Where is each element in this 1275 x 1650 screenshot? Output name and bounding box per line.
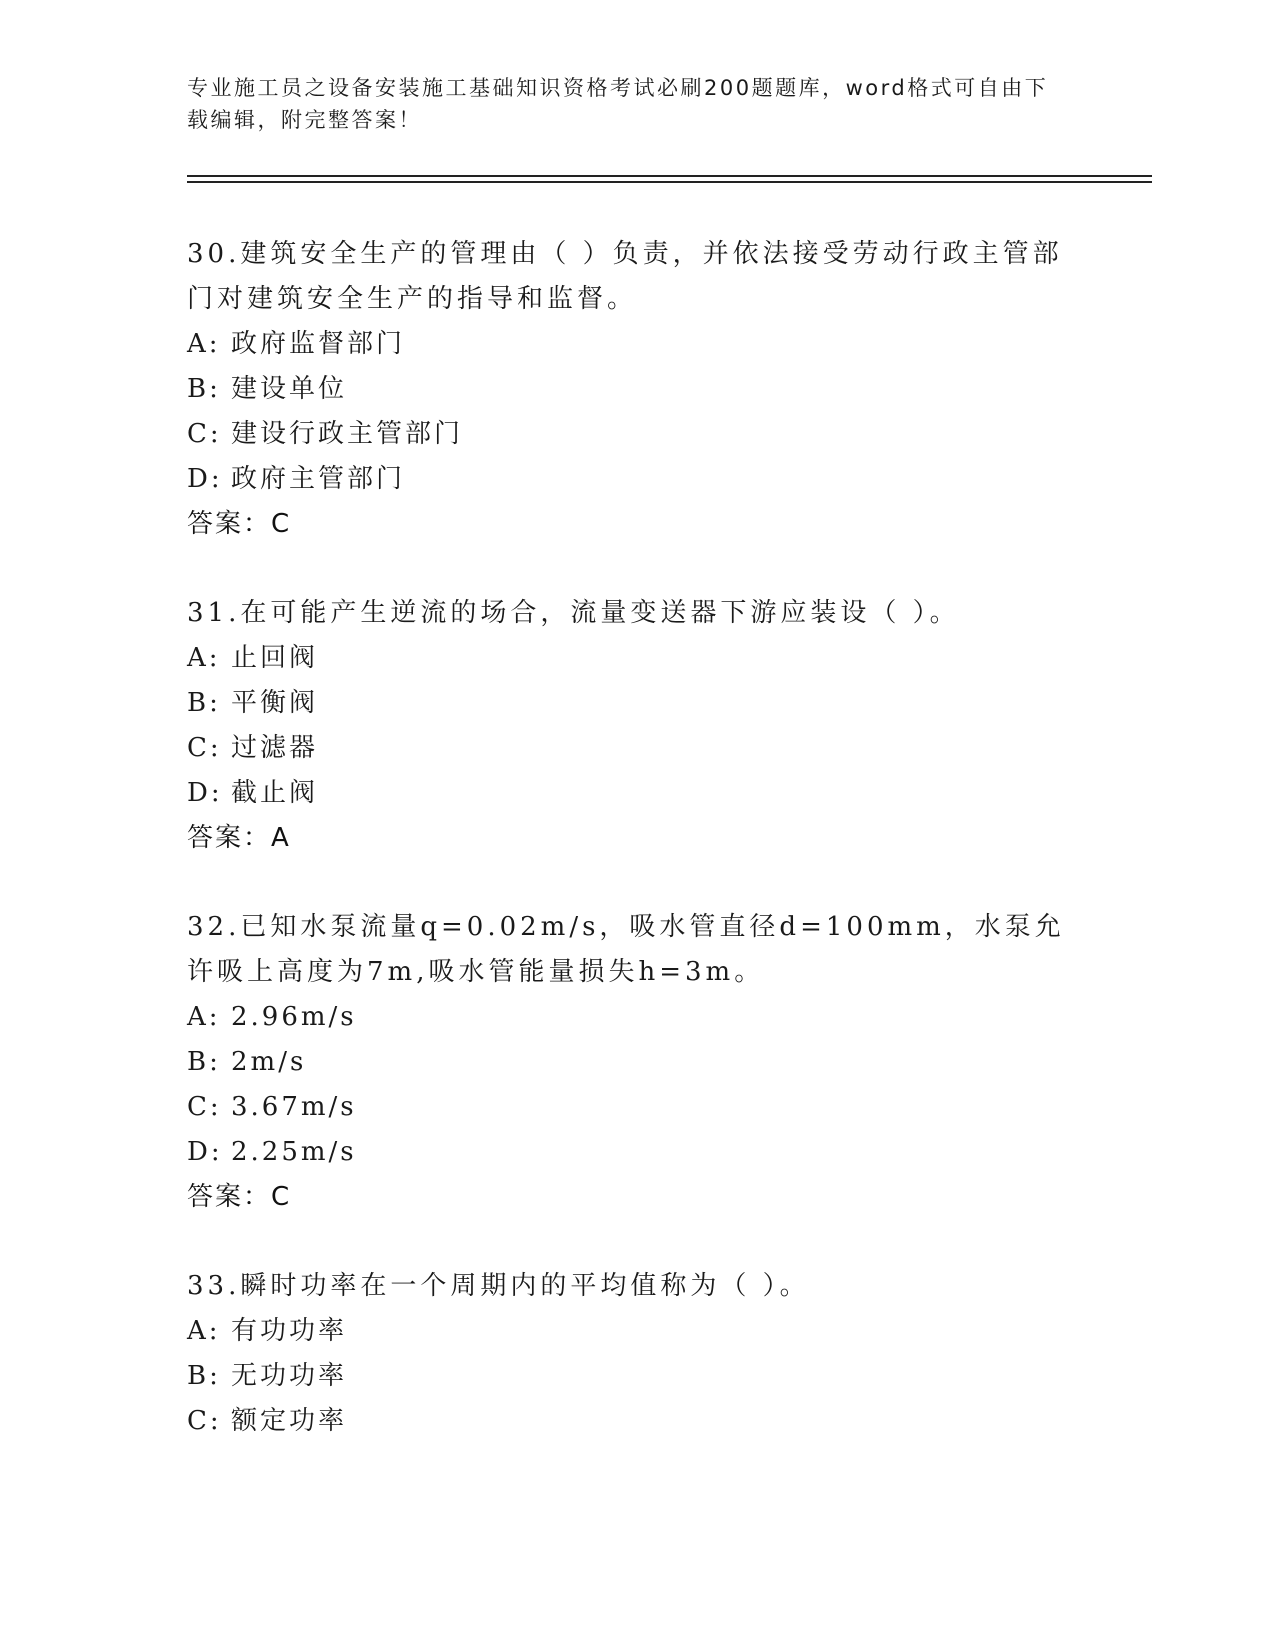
question-stem: 32.已知水泵流量q=0.02m/s，吸水管直径d=100mm，水泵允许吸上高度为7m,吸水管能量损失h=3m。 [187, 912, 1065, 987]
question-32 [187, 905, 1067, 1220]
option-key: B: [187, 1361, 221, 1391]
option-b [187, 681, 1067, 726]
option-text: 平衡阀 [231, 688, 319, 718]
option-text: 有功功率 [231, 1316, 348, 1346]
option-a [187, 636, 1067, 681]
option-key: D: [187, 1137, 223, 1167]
question-list [187, 232, 1067, 1488]
option-c [187, 412, 1067, 457]
option-key: C: [187, 1092, 222, 1122]
option-text: 3.67m/s [231, 1092, 357, 1122]
option-text: 政府主管部门 [231, 464, 406, 494]
document-header: 专业施工员之设备安装施工基础知识资格考试必刷200题题库，word格式可自由下载编辑，附完整答案！ [187, 76, 1049, 132]
question-31 [187, 591, 1067, 861]
option-key: A: [187, 1002, 221, 1032]
option-key: B: [187, 688, 221, 718]
option-d [187, 771, 1067, 816]
option-a [187, 1309, 1067, 1354]
option-b [187, 1354, 1067, 1399]
option-b [187, 1040, 1067, 1085]
option-c [187, 726, 1067, 771]
option-key: C: [187, 733, 222, 763]
option-key: A: [187, 329, 221, 359]
option-c [187, 1399, 1067, 1444]
option-key: D: [187, 778, 223, 808]
option-key: C: [187, 1406, 222, 1436]
option-text: 过滤器 [231, 733, 319, 763]
option-text: 截止阀 [231, 778, 319, 808]
option-key: A: [187, 643, 221, 673]
question-33 [187, 1264, 1067, 1444]
option-text: 政府监督部门 [231, 329, 406, 359]
option-key: B: [187, 1047, 221, 1077]
option-b [187, 367, 1067, 412]
option-a [187, 322, 1067, 367]
answer-line: 答案：C [187, 509, 292, 539]
option-text: 止回阀 [231, 643, 319, 673]
header-divider-bottom [187, 181, 1152, 183]
option-text: 额定功率 [231, 1406, 348, 1436]
option-key: C: [187, 419, 222, 449]
option-text: 2.96m/s [231, 1002, 357, 1032]
header-divider-top [187, 175, 1152, 177]
question-30 [187, 232, 1067, 547]
option-text: 2m/s [231, 1047, 307, 1077]
answer-line: 答案：A [187, 823, 291, 853]
option-c [187, 1085, 1067, 1130]
option-text: 无功功率 [231, 1361, 348, 1391]
option-text: 2.25m/s [231, 1137, 357, 1167]
option-d [187, 457, 1067, 502]
option-key: B: [187, 374, 221, 404]
option-a [187, 995, 1067, 1040]
question-stem: 31.在可能产生逆流的场合，流量变送器下游应装设（ ）。 [187, 598, 960, 628]
option-key: A: [187, 1316, 221, 1346]
answer-line: 答案：C [187, 1182, 292, 1212]
question-stem: 30.建筑安全生产的管理由（ ）负责，并依法接受劳动行政主管部门对建筑安全生产的指导和监督。 [187, 239, 1063, 314]
question-stem: 33.瞬时功率在一个周期内的平均值称为（ ）。 [187, 1271, 810, 1301]
option-d [187, 1130, 1067, 1175]
option-text: 建设单位 [231, 374, 348, 404]
option-text: 建设行政主管部门 [231, 419, 464, 449]
option-key: D: [187, 464, 223, 494]
